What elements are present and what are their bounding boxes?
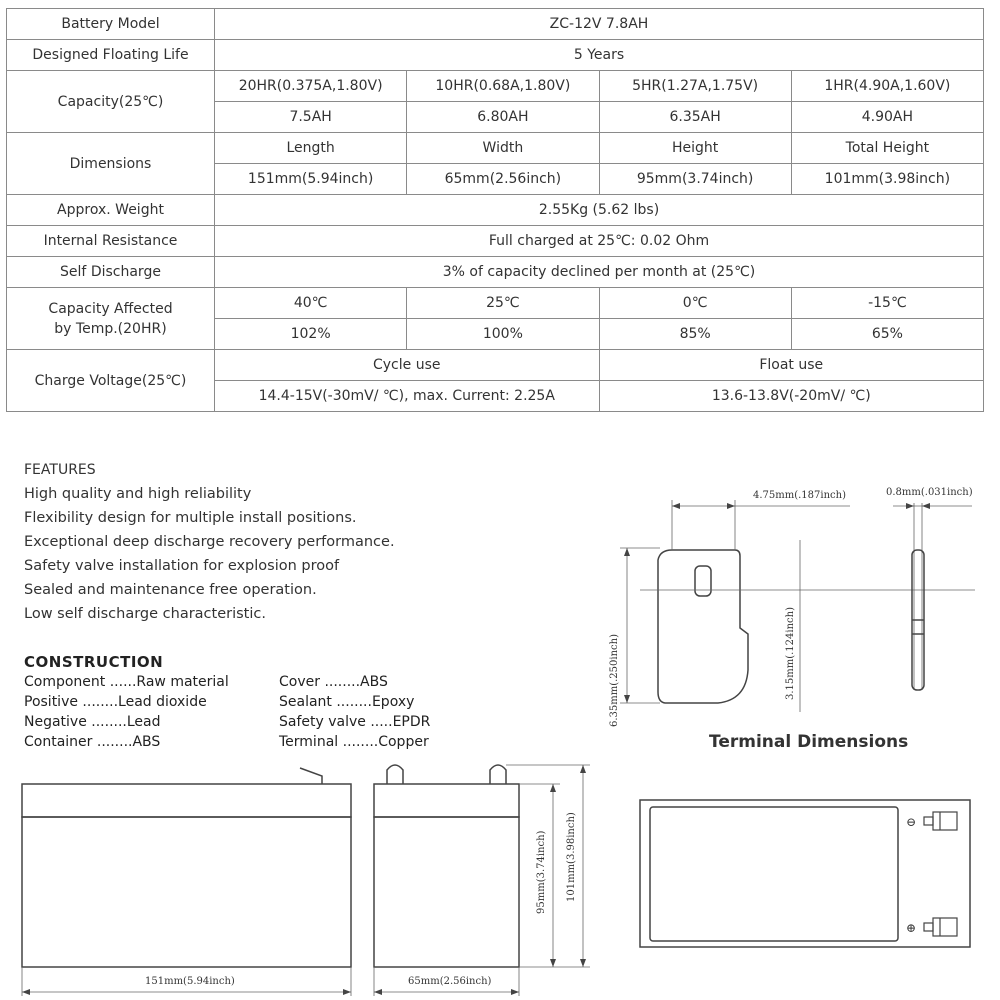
- temp-value: 65%: [791, 319, 983, 350]
- label-resistance: Internal Resistance: [7, 226, 215, 257]
- temp-header: 0℃: [599, 288, 791, 319]
- capacity-rate: 20HR(0.375A,1.80V): [215, 71, 407, 102]
- capacity-value: 4.90AH: [791, 102, 983, 133]
- label-temp-line2: by Temp.(20HR): [54, 320, 167, 337]
- battery-length-label: 151mm(5.94inch): [145, 976, 235, 987]
- terminal-thickness-label: 0.8mm(.031inch): [886, 487, 973, 498]
- feature-item: Sealed and maintenance free operation.: [24, 582, 317, 598]
- dimension-header: Height: [599, 133, 791, 164]
- battery-front-view: [22, 768, 351, 967]
- capacity-value: 7.5AH: [215, 102, 407, 133]
- label-battery-model: Battery Model: [7, 9, 215, 40]
- terminal-height-label: 6.35mm(.250inch): [609, 634, 620, 727]
- label-self-discharge: Self Discharge: [7, 257, 215, 288]
- construction-item: Negative ........Lead: [24, 714, 161, 730]
- battery-side-view: [374, 765, 519, 967]
- construction-item: Sealant ........Epoxy: [279, 694, 415, 710]
- construction-item: Positive ........Lead dioxide: [24, 694, 207, 710]
- dimension-header: Width: [407, 133, 599, 164]
- dimension-arrowheads: [624, 503, 930, 703]
- battery-top-view: [640, 800, 970, 947]
- negative-symbol-icon: ⊖: [906, 815, 917, 829]
- temp-value: 85%: [599, 319, 791, 350]
- value-weight: 2.55Kg (5.62 lbs): [215, 195, 984, 226]
- capacity-value: 6.35AH: [599, 102, 791, 133]
- terminal-front-drawing: [658, 550, 748, 703]
- temp-value: 102%: [215, 319, 407, 350]
- terminal-dimensions-title: Terminal Dimensions: [709, 732, 909, 752]
- feature-item: Low self discharge characteristic.: [24, 606, 266, 622]
- terminal-dimension-lines: [620, 500, 975, 712]
- label-floating-life: Designed Floating Life: [7, 40, 215, 71]
- construction-heading: CONSTRUCTION: [24, 653, 164, 671]
- dimension-value: 65mm(2.56inch): [407, 164, 599, 195]
- capacity-rate: 5HR(1.27A,1.75V): [599, 71, 791, 102]
- battery-arrowheads: [22, 765, 586, 995]
- battery-total-height-label: 101mm(3.98inch): [566, 812, 577, 902]
- construction-item: Component ......Raw material: [24, 674, 229, 690]
- charge-cycle-header: Cycle use: [215, 350, 600, 381]
- capacity-rate: 1HR(4.90A,1.60V): [791, 71, 983, 102]
- label-dimensions: Dimensions: [7, 133, 215, 195]
- construction-item: Safety valve .....EPDR: [279, 714, 431, 730]
- feature-item: High quality and high reliability: [24, 486, 252, 502]
- positive-symbol-icon: ⊕: [906, 921, 917, 935]
- capacity-value: 6.80AH: [407, 102, 599, 133]
- charge-float-value: 13.6-13.8V(-20mV/ ℃): [599, 381, 984, 412]
- charge-cycle-value: 14.4-15V(-30mV/ ℃), max. Current: 2.25A: [215, 381, 600, 412]
- dimension-value: 151mm(5.94inch): [215, 164, 407, 195]
- label-temp-line1: Capacity Affected: [48, 300, 173, 317]
- dimension-value: 101mm(3.98inch): [791, 164, 983, 195]
- dimension-value: 95mm(3.74inch): [599, 164, 791, 195]
- negative-terminal-icon: [924, 812, 957, 830]
- terminal-hole-label: 3.15mm(.124inch): [785, 607, 796, 700]
- construction-item: Cover ........ABS: [279, 674, 388, 690]
- construction-item: Terminal ........Copper: [279, 734, 429, 750]
- label-charge: Charge Voltage(25℃): [7, 350, 215, 412]
- battery-dimension-lines: [22, 765, 590, 996]
- label-capacity: Capacity(25℃): [7, 71, 215, 133]
- capacity-rate: 10HR(0.68A,1.80V): [407, 71, 599, 102]
- value-self-discharge: 3% of capacity declined per month at (25℃): [215, 257, 984, 288]
- feature-item: Exceptional deep discharge recovery performance.: [24, 534, 395, 550]
- feature-item: Flexibility design for multiple install positions.: [24, 510, 357, 526]
- positive-terminal-icon: [924, 918, 957, 936]
- label-weight: Approx. Weight: [7, 195, 215, 226]
- construction-item: Container ........ABS: [24, 734, 161, 750]
- charge-float-header: Float use: [599, 350, 984, 381]
- temp-header: -15℃: [791, 288, 983, 319]
- features-heading: FEATURES: [24, 462, 96, 478]
- battery-height-label: 95mm(3.74inch): [536, 830, 547, 914]
- terminal-width-label: 4.75mm(.187inch): [753, 490, 846, 501]
- battery-width-label: 65mm(2.56inch): [408, 976, 492, 987]
- dimension-header: Total Height: [791, 133, 983, 164]
- value-floating-life: 5 Years: [215, 40, 984, 71]
- value-battery-model: ZC-12V 7.8AH: [215, 9, 984, 40]
- value-resistance: Full charged at 25℃: 0.02 Ohm: [215, 226, 984, 257]
- dimension-header: Length: [215, 133, 407, 164]
- temp-header: 25℃: [407, 288, 599, 319]
- feature-item: Safety valve installation for explosion proof: [24, 558, 340, 574]
- temp-value: 100%: [407, 319, 599, 350]
- temp-header: 40℃: [215, 288, 407, 319]
